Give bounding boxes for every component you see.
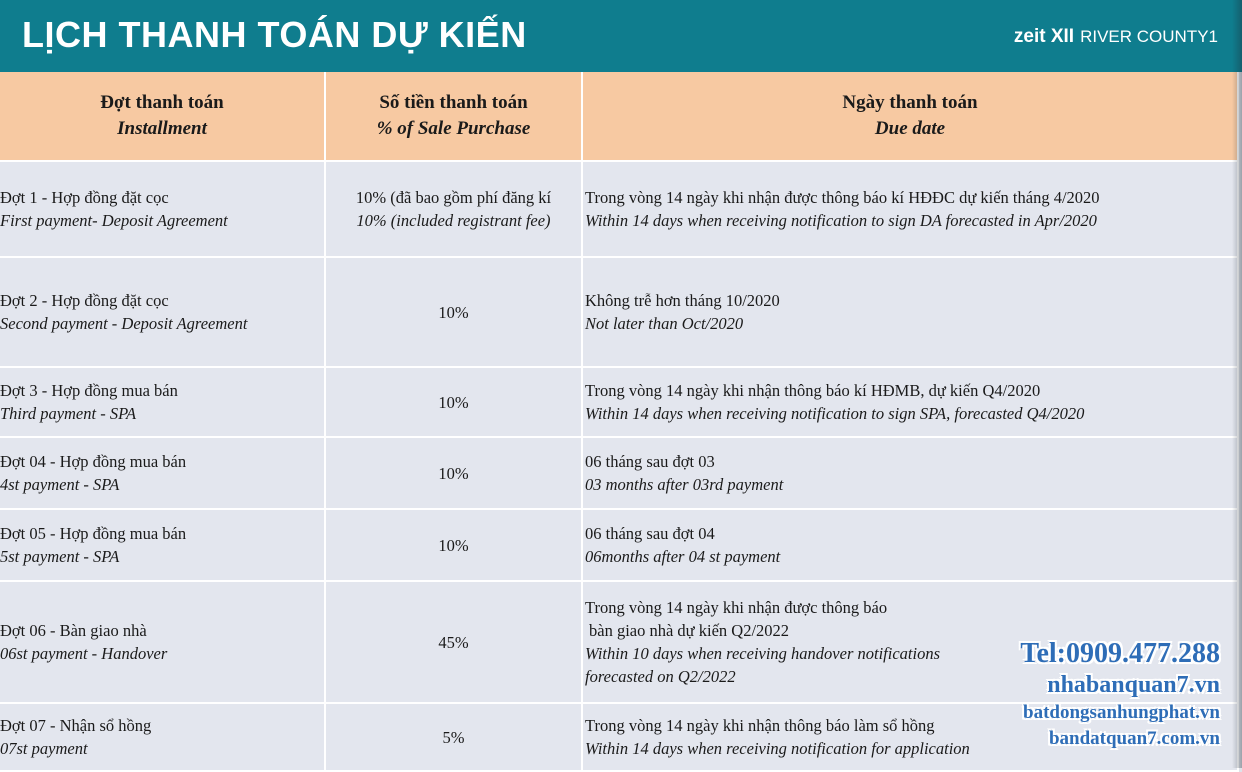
amount-cell: 5% xyxy=(325,703,582,771)
due-date-cell: Trong vòng 14 ngày khi nhận thông báo kí HĐMB, dự kiến Q4/2020 Within 14 days when receiving notification to sign SPA, forecasted Q4/2020 xyxy=(582,367,1238,437)
due-date-cell: Không trễ hơn tháng 10/2020 Not later than Oct/2020 xyxy=(582,257,1238,367)
col-header-installment: Đợt thanh toán Installment xyxy=(0,72,325,161)
installment-cell: Đợt 2 - Hợp đồng đặt cọc Second payment - Deposit Agreement xyxy=(0,257,325,367)
amount-cell: 10% (đã bao gồm phí đăng kí 10% (included registrant fee) xyxy=(325,161,582,257)
installment-cell: Đợt 3 - Hợp đồng mua bán Third payment - SPA xyxy=(0,367,325,437)
contact-watermark xyxy=(1020,638,1220,752)
due-date-cell: Trong vòng 14 ngày khi nhận thông báo làm sổ hồng Within 14 days when receiving notification for application xyxy=(582,703,1238,771)
brand-river-county: RIVER COUNTY1 xyxy=(1080,27,1218,46)
table-header-row xyxy=(0,72,1238,161)
table-row xyxy=(0,367,1238,437)
page-title: LỊCH THANH TOÁN DỰ KIẾN xyxy=(22,14,527,55)
watermark-site-2: batdongsanhungphat.vn xyxy=(1023,702,1220,723)
watermark-site-1: nhabanquan7.vn xyxy=(1047,672,1220,698)
watermark-phone: Tel:0909.477.288 xyxy=(1020,638,1220,669)
due-date-cell: 06 tháng sau đợt 04 06months after 04 st payment xyxy=(582,509,1238,581)
installment-cell: Đợt 07 - Nhận sổ hồng 07st payment xyxy=(0,703,325,771)
due-date-cell: 06 tháng sau đợt 03 03 months after 03rd payment xyxy=(582,437,1238,509)
table-row xyxy=(0,257,1238,367)
due-date-cell: Trong vòng 14 ngày khi nhận được thông báo bàn giao nhà dự kiến Q2/2022 Within 10 days when receiving handover notifications forecasted on Q2/2022 xyxy=(582,581,1238,703)
amount-cell: 10% xyxy=(325,437,582,509)
brand-logo xyxy=(1014,26,1218,48)
watermark-site-3: bandatquan7.com.vn xyxy=(1048,728,1220,749)
table-row xyxy=(0,437,1238,509)
col-header-due-date: Ngày thanh toán Due date xyxy=(582,72,1238,161)
due-date-cell: Trong vòng 14 ngày khi nhận được thông báo kí HĐĐC dự kiến tháng 4/2020 Within 14 days when receiving notification to sign DA forecasted in Apr/2020 xyxy=(582,161,1238,257)
table-row xyxy=(0,161,1238,257)
installment-cell: Đợt 04 - Hợp đồng mua bán 4st payment - SPA xyxy=(0,437,325,509)
amount-cell: 10% xyxy=(325,509,582,581)
col-header-amount: Số tiền thanh toán % of Sale Purchase xyxy=(325,72,582,161)
table-row xyxy=(0,509,1238,581)
amount-cell: 45% xyxy=(325,581,582,703)
brand-zeit: zeit XII xyxy=(1013,26,1075,47)
installment-cell: Đợt 1 - Hợp đồng đặt cọc First payment- Deposit Agreement xyxy=(0,161,325,257)
amount-cell: 10% xyxy=(325,257,582,367)
amount-cell: 10% xyxy=(325,367,582,437)
title-bar xyxy=(0,0,1242,72)
installment-cell: Đợt 06 - Bàn giao nhà 06st payment - Handover xyxy=(0,581,325,703)
installment-cell: Đợt 05 - Hợp đồng mua bán 5st payment - SPA xyxy=(0,509,325,581)
right-edge-shadow xyxy=(1232,0,1242,768)
